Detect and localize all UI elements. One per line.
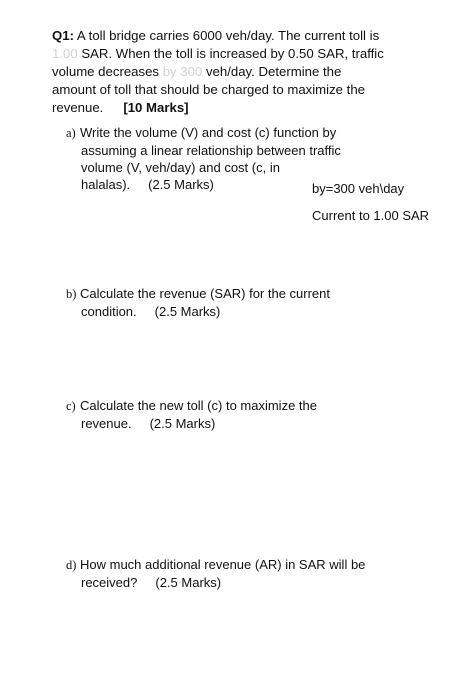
- part-d-marks: (2.5 Marks): [155, 575, 222, 590]
- note-by: by=300 veh\day: [312, 181, 405, 196]
- part-b-line-1: Calculate the revenue (SAR) for the current: [80, 286, 331, 301]
- smudged-toll-value: 1.00: [52, 46, 78, 61]
- part-a: [66, 124, 341, 193]
- question-text: [52, 27, 398, 117]
- part-b-marks: (2.5 Marks): [154, 304, 221, 319]
- question-line-2: SAR. When the toll is increased by 0.50 SAR, traffic: [77, 46, 384, 61]
- question-line-4: amount of toll that should be charged to maximize the: [52, 82, 366, 97]
- question-line-5: revenue.: [52, 100, 104, 115]
- note-current: Current to 1.00 SAR: [312, 208, 430, 223]
- part-c-label: c): [66, 399, 76, 413]
- part-c-line-2: revenue.: [81, 416, 132, 431]
- part-d: [66, 556, 365, 591]
- part-a-line-1: Write the volume (V) and cost (c) function by: [80, 125, 337, 140]
- part-d-label: d): [66, 558, 77, 572]
- part-c-line-1: Calculate the new toll (c) to maximize the: [80, 398, 317, 413]
- part-a-label: a): [66, 126, 76, 140]
- part-a-marks: (2.5 Marks): [148, 177, 214, 192]
- part-b: [66, 285, 330, 320]
- smudged-decrease-value: by 300: [162, 64, 203, 79]
- part-d-line-1: How much additional revenue (AR) in SAR will be: [80, 557, 366, 572]
- question-label: Q1:: [52, 28, 74, 43]
- part-a-line-2: assuming a linear relationship between traffic: [81, 143, 341, 158]
- part-a-line-3: volume (V, veh/day) and cost (c, in: [81, 160, 280, 175]
- question-line-3a: volume decreases: [52, 64, 163, 79]
- part-b-line-2: condition.: [81, 304, 137, 319]
- part-a-line-4: halalas).: [81, 177, 131, 192]
- question-line-1: A toll bridge carries 6000 veh/day. The current toll is: [73, 28, 380, 43]
- question-line-3b: veh/day. Determine the: [202, 64, 342, 79]
- part-c: [66, 397, 317, 432]
- part-d-line-2: received?: [81, 575, 138, 590]
- part-c-marks: (2.5 Marks): [149, 416, 216, 431]
- part-b-label: b): [66, 287, 77, 301]
- question-marks: [10 Marks]: [123, 100, 189, 115]
